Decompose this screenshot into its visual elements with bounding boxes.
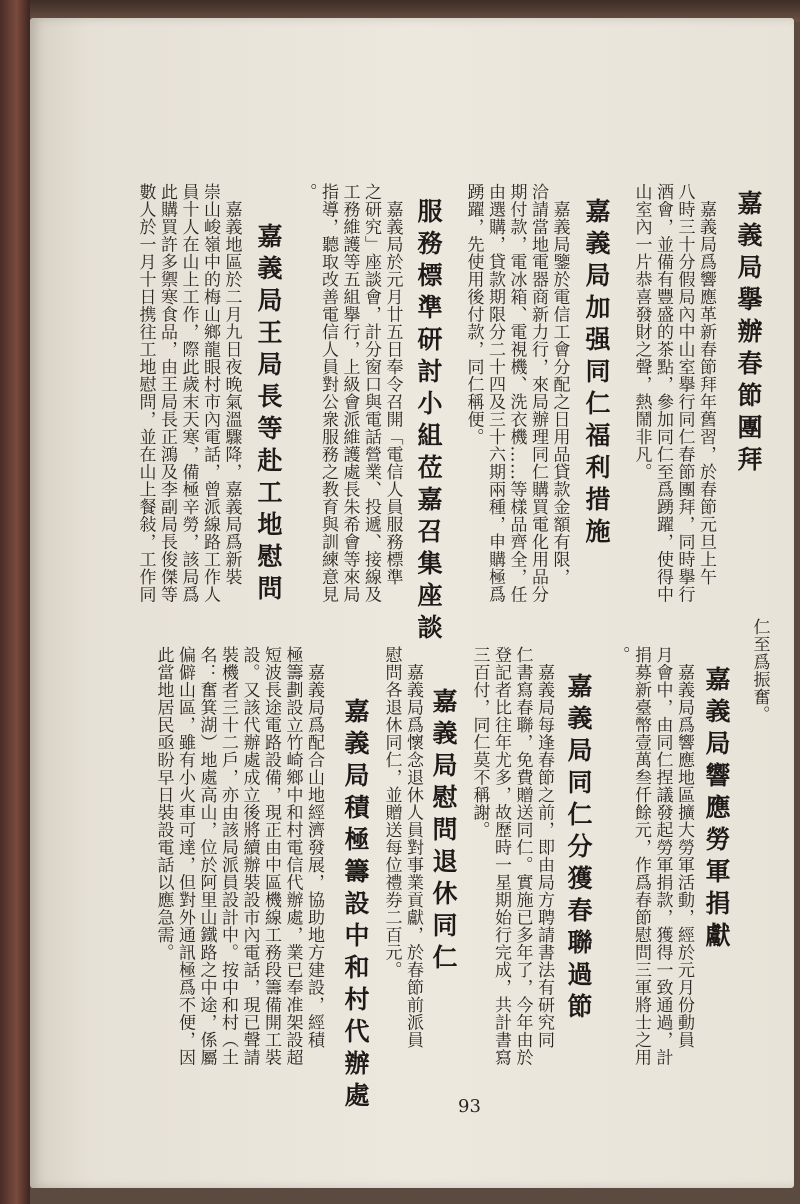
body-site-visit: 嘉義地區於二月九日夜晚氣溫驟降，嘉義局爲新裝 崇山峻嶺中的梅山鄉龍眼村市內電話，曾派線路工作人 員十人在山上工作，際此歲末天寒，備極辛勞，該局爲 此購買許多禦寒食品，由王局長正鴻及李副局長俊傑等 數人於一月十日携往工地慰問，並在山上餐敍，工作同: [135, 183, 242, 603]
body-spring-couplets: 嘉義局每逢春節之前，即由局方聘請書法有研究同 仁書寫春聯，免費贈送同仁。實施已多年了，今年由於 登記者比往年尤多，故歷時一星期始行完成，共計書寫 三百付，同仁莫不稱謝。: [469, 646, 554, 1066]
body-retiree-visit: 嘉義局爲懷念退休人員對事業貢獻，於春節前派員 慰問各退休同仁，並贈送每位禮券二百元。: [381, 646, 423, 1049]
body-service-standard-symposium: 嘉義局於元月廿五日奉令召開「電信人員服務標準 之研究」座談會，計分窗口與電話營業、投遞、接線及 工務維護等五組擧行，上級會派維護處長朱希會等來局 指導，聽取改善電信人員對公衆服務之教育與訓練意見 。: [296, 183, 403, 603]
heading-retiree-visit: 嘉義局慰問退休同仁: [429, 688, 458, 976]
body-military-donation: 嘉義局爲響應地區擴大勞軍活動，經於元月份動員 月會中，由同仁捏議發起勞軍捐款，獲得一致通過，計 捐募新臺幣壹萬叁仟餘元，作爲春節慰問三軍將士之用 。: [609, 646, 694, 1066]
heading-military-donation: 嘉義局響應勞軍捐獻: [702, 666, 731, 954]
heading-spring-couplets: 嘉義局同仁分獲春聯過節: [564, 673, 593, 1025]
heading-spring-festival-gathering: 嘉義局擧辦春節團拜: [734, 190, 763, 478]
book-page: [30, 18, 794, 1188]
heading-service-standard-symposium: 服務標準研討小組莅嘉召集座談: [414, 198, 443, 646]
body-spring-festival-gathering: 嘉義局爲響應革新春節拜年舊習，於春節元旦上午 八時三十分假局內中山室擧行同仁春節團拜，同時擧行 酒會，並備有豐盛的茶點，參加同仁至爲踴躍，使得中 山室內一片恭喜發財之聲，熱鬧非凡。: [631, 183, 716, 603]
body-welfare-measures: 嘉義局鑒於電信工會分配之日用品貸款金額有限， 洽請當地電器商新力行，來局辦理同仁購買電化用品分 期付款，電冰箱、電視機、洗衣機……等樣品齊全，任 由選購，貸款期限分二十四及三十六期兩種，申購極爲 踴躍，先使用後付款，同仁稱便。: [463, 183, 570, 603]
book-binding: [0, 0, 30, 1204]
heading-welfare-measures: 嘉義局加强同仁福利措施: [582, 198, 611, 550]
page-number: 93: [458, 1096, 481, 1117]
body-agency-office: 嘉義局爲配合山地經濟發展，協助地方建設，經積 極籌劃設立竹崎鄉中和村電信代辦處，業已奉准架設超 短波長途電路設備，現正由中區機線工務段籌備開工裝 設。又該代辦處成立後將續辦裝設市內電話，現已聲請 裝機者三十二戶，亦由該局派員設計中。按中和村（土 名：奮箕湖）地處高山，位於阿里山鐵路之中途，係屬 偏僻山區，雖有小火車可達，但對外通訊極爲不便，因 此當地居民亟盼早日裝設電話以應急需。: [153, 646, 324, 1066]
heading-site-visit: 嘉義局王局長等赴工地慰問: [254, 223, 283, 607]
heading-agency-office: 嘉義局積極籌設中和村代辦處: [341, 698, 370, 1114]
body-site-visit-continued: 仁至爲振奮。: [749, 618, 770, 723]
